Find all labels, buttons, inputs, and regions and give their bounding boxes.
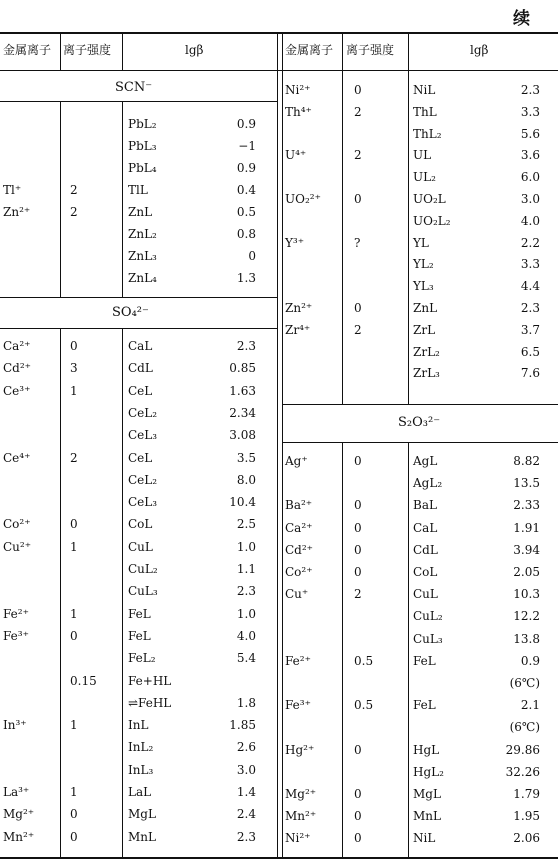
ionic-strength-cell: 0 bbox=[354, 542, 362, 557]
complex-cell: CeL₂ bbox=[128, 472, 158, 487]
complex-cell: CuL₃ bbox=[128, 584, 158, 599]
ionic-strength-cell: 1 bbox=[70, 718, 78, 733]
complex-cell: YL₃ bbox=[413, 279, 434, 294]
header-metal-ion-right: 金属离子 bbox=[285, 43, 334, 57]
ionic-strength-cell: 0 bbox=[354, 831, 362, 846]
so4-divider-rule bbox=[0, 328, 277, 329]
complex-cell: CuL bbox=[128, 539, 153, 554]
ionic-strength-cell: 1 bbox=[70, 606, 78, 621]
complex-cell: CeL₃ bbox=[128, 495, 158, 510]
lgbeta-value-cell: 0.8 bbox=[236, 227, 256, 241]
lgbeta-value-cell: 1.0 bbox=[236, 606, 256, 621]
s2o3-divider-rule bbox=[282, 442, 558, 443]
lgbeta-value-cell: 13.8 bbox=[513, 631, 540, 646]
complex-cell: FeL bbox=[413, 698, 436, 713]
right-col-rule-1 bbox=[342, 33, 343, 404]
complex-cell: YL₂ bbox=[413, 257, 434, 272]
lgbeta-value-cell: 32.26 bbox=[505, 764, 540, 779]
table-top-rule bbox=[0, 32, 558, 34]
header-lgbeta-left: lgβ bbox=[185, 43, 204, 57]
complex-cell: AgL bbox=[413, 454, 438, 468]
complex-cell: FeL bbox=[128, 606, 151, 621]
left-col-rule-1-scn bbox=[60, 102, 61, 297]
lgbeta-value-cell: 6.5 bbox=[520, 344, 540, 359]
ionic-strength-cell: 0 bbox=[354, 520, 362, 535]
lgbeta-value-cell: 2.5 bbox=[236, 517, 256, 532]
ionic-strength-cell: 0 bbox=[354, 454, 362, 468]
complex-cell: UL bbox=[413, 148, 432, 163]
ionic-strength-cell: ? bbox=[354, 235, 361, 250]
lgbeta-value-cell: 2.3 bbox=[520, 83, 540, 97]
ionic-strength-cell: 2 bbox=[354, 104, 362, 119]
lgbeta-value-cell: 2.3 bbox=[236, 339, 256, 353]
lgbeta-value-cell: 5.4 bbox=[236, 651, 256, 666]
header-metal-ion-left: 金属离子 bbox=[3, 43, 52, 57]
ionic-strength-cell: 0 bbox=[354, 301, 362, 315]
lgbeta-value-cell: 13.5 bbox=[513, 476, 540, 491]
metal-ion-cell: Zn²⁺ bbox=[285, 301, 313, 315]
ionic-strength-cell: 0 bbox=[354, 809, 362, 824]
ionic-strength-cell: 0 bbox=[354, 787, 362, 801]
complex-cell: CaL bbox=[413, 520, 438, 535]
section-ligand-s2o3: S₂O₃²⁻ bbox=[398, 415, 441, 430]
complex-cell: UO₂L₂ bbox=[413, 213, 451, 228]
metal-ion-cell: UO₂²⁺ bbox=[285, 192, 321, 206]
metal-ion-cell: Cu²⁺ bbox=[3, 539, 32, 554]
metal-ion-cell: Cd²⁺ bbox=[285, 542, 314, 557]
header-ionic-strength-right: 离子强度 bbox=[346, 43, 395, 57]
lgbeta-value-cell: 0.85 bbox=[229, 361, 256, 376]
lgbeta-value-cell: 2.06 bbox=[513, 831, 540, 846]
metal-ion-cell: In³⁺ bbox=[3, 718, 27, 733]
ionic-strength-cell: 3 bbox=[70, 361, 78, 376]
complex-cell: CeL₃ bbox=[128, 428, 158, 443]
complex-cell: HgL₂ bbox=[413, 764, 444, 779]
metal-ion-cell: Mg²⁺ bbox=[285, 787, 317, 801]
lgbeta-value-cell: 2.34 bbox=[229, 405, 256, 420]
complex-cell: CuL₃ bbox=[413, 631, 443, 646]
complex-cell: InL bbox=[128, 718, 149, 733]
left-col-rule-1 bbox=[60, 33, 61, 70]
lgbeta-value-cell: 0.4 bbox=[236, 183, 256, 197]
lgbeta-value-cell: 0.9 bbox=[236, 117, 256, 131]
complex-cell: ThL bbox=[413, 104, 437, 119]
lgbeta-value-cell: 7.6 bbox=[520, 366, 540, 381]
complex-cell: ZrL bbox=[413, 322, 436, 337]
complex-cell: ZnL bbox=[413, 301, 438, 315]
metal-ion-cell: Ca²⁺ bbox=[285, 520, 313, 535]
ionic-strength-cell: 2 bbox=[70, 183, 78, 197]
header-bottom-rule bbox=[0, 70, 558, 71]
metal-ion-cell: Co²⁺ bbox=[3, 517, 31, 532]
ionic-strength-cell: 2 bbox=[70, 450, 78, 465]
metal-ion-cell: La³⁺ bbox=[3, 785, 30, 799]
left-col-rule-2-scn bbox=[122, 102, 123, 297]
complex-cell: BaL bbox=[413, 498, 437, 513]
metal-ion-cell: Ca²⁺ bbox=[3, 339, 31, 353]
ionic-strength-cell: 0 bbox=[354, 742, 362, 757]
metal-ion-cell: Fe³⁺ bbox=[3, 628, 29, 643]
complex-cell: MnL bbox=[128, 829, 156, 844]
complex-cell: CeL bbox=[128, 383, 153, 398]
lgbeta-value-cell: 2.6 bbox=[236, 740, 256, 755]
lgbeta-value-cell: 2.3 bbox=[236, 584, 256, 599]
complex-cell: ZnL₃ bbox=[128, 249, 157, 263]
left-col-rule-2-so4 bbox=[122, 329, 123, 857]
lgbeta-value-cell: 3.3 bbox=[520, 104, 540, 119]
lgbeta-value-cell: (6℃) bbox=[509, 720, 540, 735]
metal-ion-cell: Mg²⁺ bbox=[3, 807, 35, 822]
complex-cell: Fe+HL bbox=[128, 673, 172, 688]
lgbeta-value-cell: −1 bbox=[238, 139, 256, 153]
s2o3-top-rule bbox=[282, 404, 558, 405]
metal-ion-cell: Cu⁺ bbox=[285, 587, 309, 602]
ionic-strength-cell: 0 bbox=[70, 628, 78, 643]
complex-cell: FeL bbox=[128, 628, 151, 643]
right-col-rule-2 bbox=[408, 33, 409, 404]
complex-cell: CoL bbox=[413, 565, 438, 579]
complex-cell: CeL₂ bbox=[128, 405, 158, 420]
complex-cell: NiL bbox=[413, 831, 436, 846]
center-rule-a bbox=[277, 33, 278, 857]
metal-ion-cell: Y³⁺ bbox=[285, 235, 305, 250]
lgbeta-value-cell: 1.8 bbox=[236, 695, 256, 710]
lgbeta-value-cell: (6℃) bbox=[509, 676, 540, 690]
lgbeta-value-cell: 6.0 bbox=[520, 170, 540, 185]
lgbeta-value-cell: 0.9 bbox=[520, 653, 540, 668]
right-col-rule-1-s2o3 bbox=[342, 443, 343, 857]
complex-cell: FeL bbox=[413, 653, 436, 668]
ionic-strength-cell: 1 bbox=[70, 785, 78, 799]
complex-cell: MgL bbox=[413, 787, 441, 801]
ionic-strength-cell: 0 bbox=[354, 192, 362, 206]
lgbeta-value-cell: 8.82 bbox=[513, 454, 540, 468]
complex-cell: YL bbox=[413, 235, 429, 250]
metal-ion-cell: Hg²⁺ bbox=[285, 742, 315, 757]
complex-cell: CuL bbox=[413, 587, 438, 602]
complex-cell: CdL bbox=[413, 542, 438, 557]
lgbeta-value-cell: 0 bbox=[248, 249, 256, 263]
metal-ion-cell: Mn²⁺ bbox=[3, 829, 35, 844]
right-col-rule-2-s2o3 bbox=[408, 443, 409, 857]
ionic-strength-cell: 2 bbox=[354, 322, 362, 337]
lgbeta-value-cell: 1.85 bbox=[229, 718, 256, 733]
complex-cell: PbL₄ bbox=[128, 161, 157, 175]
complex-cell: LaL bbox=[128, 785, 152, 799]
lgbeta-value-cell: 2.05 bbox=[513, 565, 540, 579]
complex-cell: CeL bbox=[128, 450, 153, 465]
lgbeta-value-cell: 8.0 bbox=[236, 472, 256, 487]
complex-cell: FeL₂ bbox=[128, 651, 156, 666]
header-lgbeta-right: lgβ bbox=[470, 43, 489, 57]
so4-top-rule bbox=[0, 297, 277, 298]
complex-cell: InL₂ bbox=[128, 740, 154, 755]
section-ligand-scn: SCN⁻ bbox=[115, 80, 153, 95]
metal-ion-cell: Fe²⁺ bbox=[3, 606, 29, 621]
complex-cell: PbL₃ bbox=[128, 139, 157, 153]
metal-ion-cell: U⁴⁺ bbox=[285, 148, 307, 163]
lgbeta-value-cell: 4.0 bbox=[520, 213, 540, 228]
metal-ion-cell: Ni²⁺ bbox=[285, 831, 311, 846]
complex-cell: CuL₂ bbox=[128, 562, 158, 576]
metal-ion-cell: Cd²⁺ bbox=[3, 361, 32, 376]
lgbeta-value-cell: 1.63 bbox=[229, 383, 256, 398]
lgbeta-value-cell: 3.94 bbox=[513, 542, 540, 557]
complex-cell: ZnL₄ bbox=[128, 271, 157, 285]
ionic-strength-cell: 1 bbox=[70, 539, 78, 554]
lgbeta-value-cell: 3.5 bbox=[236, 450, 256, 465]
complex-cell: ZnL₂ bbox=[128, 227, 157, 241]
complex-cell: UL₂ bbox=[413, 170, 436, 185]
lgbeta-value-cell: 0.9 bbox=[236, 161, 256, 175]
ionic-strength-cell: 1 bbox=[70, 383, 78, 398]
complex-cell: TlL bbox=[128, 183, 148, 197]
metal-ion-cell: Ag⁺ bbox=[285, 454, 308, 468]
left-col-rule-1-so4 bbox=[60, 329, 61, 857]
lgbeta-value-cell: 2.3 bbox=[520, 301, 540, 315]
center-rule-b bbox=[282, 33, 283, 857]
complex-cell: ⇌FeHL bbox=[128, 695, 172, 710]
table-bottom-rule bbox=[0, 857, 558, 859]
ionic-strength-cell: 0 bbox=[70, 517, 78, 532]
lgbeta-value-cell: 2.2 bbox=[520, 235, 540, 250]
metal-ion-cell: Ni²⁺ bbox=[285, 83, 311, 97]
lgbeta-value-cell: 3.3 bbox=[520, 257, 540, 272]
complex-cell: PbL₂ bbox=[128, 117, 157, 131]
metal-ion-cell: Zr⁴⁺ bbox=[285, 322, 311, 337]
scn-divider-rule bbox=[0, 101, 277, 102]
lgbeta-value-cell: 1.0 bbox=[236, 539, 256, 554]
complex-cell: AgL₂ bbox=[413, 476, 443, 491]
complex-cell: MgL bbox=[128, 807, 156, 822]
lgbeta-value-cell: 0.5 bbox=[236, 205, 256, 219]
lgbeta-value-cell: 3.08 bbox=[229, 428, 256, 443]
lgbeta-value-cell: 5.6 bbox=[520, 126, 540, 141]
section-ligand-so4: SO₄²⁻ bbox=[112, 305, 149, 320]
complex-cell: ZnL bbox=[128, 205, 153, 219]
lgbeta-value-cell: 2.33 bbox=[513, 498, 540, 513]
complex-cell: CaL bbox=[128, 339, 153, 353]
header-ionic-strength-left: 离子强度 bbox=[63, 43, 112, 57]
left-col-rule-2 bbox=[122, 33, 123, 70]
metal-ion-cell: Zn²⁺ bbox=[3, 205, 31, 219]
ionic-strength-cell: 0 bbox=[354, 498, 362, 513]
lgbeta-value-cell: 1.3 bbox=[236, 271, 256, 285]
metal-ion-cell: Fe³⁺ bbox=[285, 698, 311, 713]
lgbeta-value-cell: 29.86 bbox=[505, 742, 540, 757]
lgbeta-value-cell: 3.7 bbox=[520, 322, 540, 337]
lgbeta-value-cell: 10.3 bbox=[513, 587, 540, 602]
complex-cell: MnL bbox=[413, 809, 441, 824]
lgbeta-value-cell: 4.0 bbox=[236, 628, 256, 643]
complex-cell: NiL bbox=[413, 83, 436, 97]
complex-cell: ZrL₃ bbox=[413, 366, 440, 381]
lgbeta-value-cell: 3.6 bbox=[520, 148, 540, 163]
ionic-strength-cell: 0.15 bbox=[70, 673, 97, 688]
lgbeta-value-cell: 3.0 bbox=[520, 192, 540, 206]
ionic-strength-cell: 2 bbox=[354, 587, 362, 602]
lgbeta-value-cell: 3.0 bbox=[236, 762, 256, 777]
complex-cell: CoL bbox=[128, 517, 153, 532]
lgbeta-value-cell: 2.4 bbox=[236, 807, 256, 822]
ionic-strength-cell: 0 bbox=[354, 565, 362, 579]
complex-cell: ThL₂ bbox=[413, 126, 442, 141]
continued-label: 续 bbox=[513, 9, 530, 29]
metal-ion-cell: Co²⁺ bbox=[285, 565, 313, 579]
complex-cell: CuL₂ bbox=[413, 609, 443, 624]
lgbeta-value-cell: 1.91 bbox=[513, 520, 540, 535]
metal-ion-cell: Th⁴⁺ bbox=[285, 104, 312, 119]
lgbeta-value-cell: 1.95 bbox=[513, 809, 540, 824]
metal-ion-cell: Ba²⁺ bbox=[285, 498, 313, 513]
ionic-strength-cell: 0 bbox=[70, 829, 78, 844]
lgbeta-value-cell: 12.2 bbox=[513, 609, 540, 624]
complex-cell: UO₂L bbox=[413, 192, 446, 206]
lgbeta-value-cell: 1.4 bbox=[236, 785, 256, 799]
complex-cell: HgL bbox=[413, 742, 440, 757]
ionic-strength-cell: 2 bbox=[354, 148, 362, 163]
lgbeta-value-cell: 4.4 bbox=[520, 279, 540, 294]
lgbeta-value-cell: 10.4 bbox=[229, 495, 256, 510]
metal-ion-cell: Ce³⁺ bbox=[3, 383, 31, 398]
ionic-strength-cell: 0 bbox=[354, 83, 362, 97]
lgbeta-value-cell: 2.3 bbox=[236, 829, 256, 844]
lgbeta-value-cell: 1.79 bbox=[513, 787, 540, 801]
metal-ion-cell: Ce⁴⁺ bbox=[3, 450, 31, 465]
lgbeta-value-cell: 1.1 bbox=[236, 562, 256, 576]
ionic-strength-cell: 0 bbox=[70, 807, 78, 822]
ionic-strength-cell: 0 bbox=[70, 339, 78, 353]
ionic-strength-cell: 0.5 bbox=[354, 698, 374, 713]
metal-ion-cell: Fe²⁺ bbox=[285, 653, 311, 668]
complex-cell: InL₃ bbox=[128, 762, 154, 777]
metal-ion-cell: Tl⁺ bbox=[3, 183, 22, 197]
metal-ion-cell: Mn²⁺ bbox=[285, 809, 317, 824]
ionic-strength-cell: 2 bbox=[70, 205, 78, 219]
lgbeta-value-cell: 2.1 bbox=[520, 698, 540, 713]
complex-cell: CdL bbox=[128, 361, 153, 376]
ionic-strength-cell: 0.5 bbox=[354, 653, 374, 668]
complex-cell: ZrL₂ bbox=[413, 344, 440, 359]
